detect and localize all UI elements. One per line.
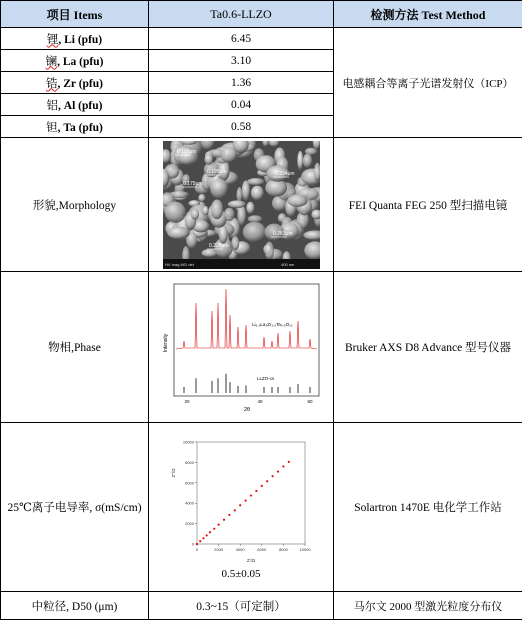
x-tick-label: 2000	[214, 547, 224, 552]
sem-size-label: 0.195μm	[207, 169, 227, 175]
table-row-phase	[1, 272, 522, 423]
xrd-formula: Li₆.₅La₃Zr₁.₅Ta₀.₅O₁₂	[252, 322, 293, 327]
row-label-li: 锂, Li (pfu)	[1, 28, 149, 50]
y-tick-label: 6000	[185, 480, 195, 485]
data-point	[205, 534, 207, 536]
table-row-morphology	[1, 138, 522, 272]
icp-method: 电感耦合等离子光谱发射仪（ICP）	[334, 28, 522, 138]
y-tick-label: 10000	[182, 440, 194, 445]
xrd-image-cell	[149, 272, 334, 423]
x-tick-label: 4000	[235, 547, 245, 552]
data-point	[199, 540, 201, 542]
row-label-al: 铝, Al (pfu)	[1, 94, 149, 116]
sem-image	[163, 141, 320, 269]
morphology-method: FEI Quanta FEG 250 型扫描电镜	[334, 138, 522, 272]
data-point	[266, 480, 268, 482]
data-point	[208, 531, 210, 533]
d50-value: 0.3~15（可定制）	[149, 592, 334, 620]
data-point	[195, 543, 197, 545]
conductivity-label: 25℃离子电导率, σ(mS/cm)	[1, 423, 149, 592]
conductivity-method: Solartron 1470E 电化学工作站	[334, 423, 522, 592]
d50-method: 马尔文 2000 型激光粒度分布仪	[334, 592, 522, 620]
row-label-zr: 锆, Zr (pfu)	[1, 72, 149, 94]
header-row	[1, 1, 522, 28]
y-tick-label: 0	[191, 542, 194, 547]
svg-text:400 nm: 400 nm	[281, 262, 295, 267]
data-point	[202, 537, 204, 539]
data-point	[276, 470, 278, 472]
header-sample: Ta0.6-LLZO	[149, 1, 334, 28]
x-tick-label: 6000	[257, 547, 267, 552]
data-point	[271, 475, 273, 477]
row-label-la: 镧, La (pfu)	[1, 50, 149, 72]
row-label-ta: 钽, Ta (pfu)	[1, 116, 149, 138]
data-point	[249, 494, 251, 496]
data-point	[255, 490, 257, 492]
sem-size-label: 0.228μm	[209, 243, 229, 249]
header-method: 检测方法 Test Method	[334, 1, 522, 28]
xrd-ylabel: Intensity	[163, 333, 169, 352]
data-point	[260, 485, 262, 487]
phase-method: Bruker AXS D8 Advance 型号仪器	[334, 272, 522, 423]
y-axis-label: Z''/Ω	[171, 468, 176, 478]
data-point	[239, 504, 241, 506]
phase-label: 物相,Phase	[1, 272, 149, 423]
sem-size-label: 0.283μm	[273, 231, 293, 237]
nyquist-chart	[169, 434, 314, 566]
y-tick-label: 2000	[185, 521, 195, 526]
data-point	[282, 465, 284, 467]
table-row-li	[1, 28, 522, 50]
sem-image-cell	[149, 138, 334, 272]
row-value-la: 3.10	[149, 50, 334, 72]
row-value-zr: 1.36	[149, 72, 334, 94]
data-point	[228, 514, 230, 516]
table-row-d50	[1, 592, 522, 620]
xrd-xlabel: 2θ	[243, 407, 249, 413]
data-point	[287, 461, 289, 463]
y-tick-label: 8000	[185, 460, 195, 465]
row-value-ta: 0.58	[149, 116, 334, 138]
x-tick-label: 10000	[299, 547, 311, 552]
xrd-pattern	[160, 281, 323, 414]
conductivity-value: 0.5±0.05	[149, 568, 333, 580]
xrd-xtick-1: 20	[184, 399, 190, 404]
header-items: 项目 Items	[1, 1, 149, 28]
sem-size-label: 0.175μm	[183, 181, 203, 187]
sem-size-label: 0.199μm	[177, 149, 197, 155]
row-value-li: 6.45	[149, 28, 334, 50]
eis-cell	[149, 423, 334, 592]
y-tick-label: 4000	[185, 501, 195, 506]
d50-label: 中粒径, D50 (μm)	[1, 592, 149, 620]
data-point	[213, 528, 215, 530]
data-point	[244, 500, 246, 502]
sem-size-label: 0.334μm	[275, 171, 295, 177]
table-row-conductivity	[1, 423, 522, 592]
data-point	[233, 509, 235, 511]
data-point	[222, 519, 224, 521]
row-value-al: 0.04	[149, 94, 334, 116]
data-point	[217, 524, 219, 526]
x-tick-label: 0	[195, 547, 198, 552]
xrd-xtick-2: 40	[257, 399, 263, 404]
x-tick-label: 8000	[278, 547, 288, 552]
xrd-xtick-3: 60	[307, 399, 313, 404]
xrd-reference: LLZO-cs	[257, 376, 275, 381]
svg-text:HV mag WD det: HV mag WD det	[165, 262, 195, 267]
morphology-label: 形貌,Morphology	[1, 138, 149, 272]
x-axis-label: Z'/Ω	[246, 558, 255, 563]
